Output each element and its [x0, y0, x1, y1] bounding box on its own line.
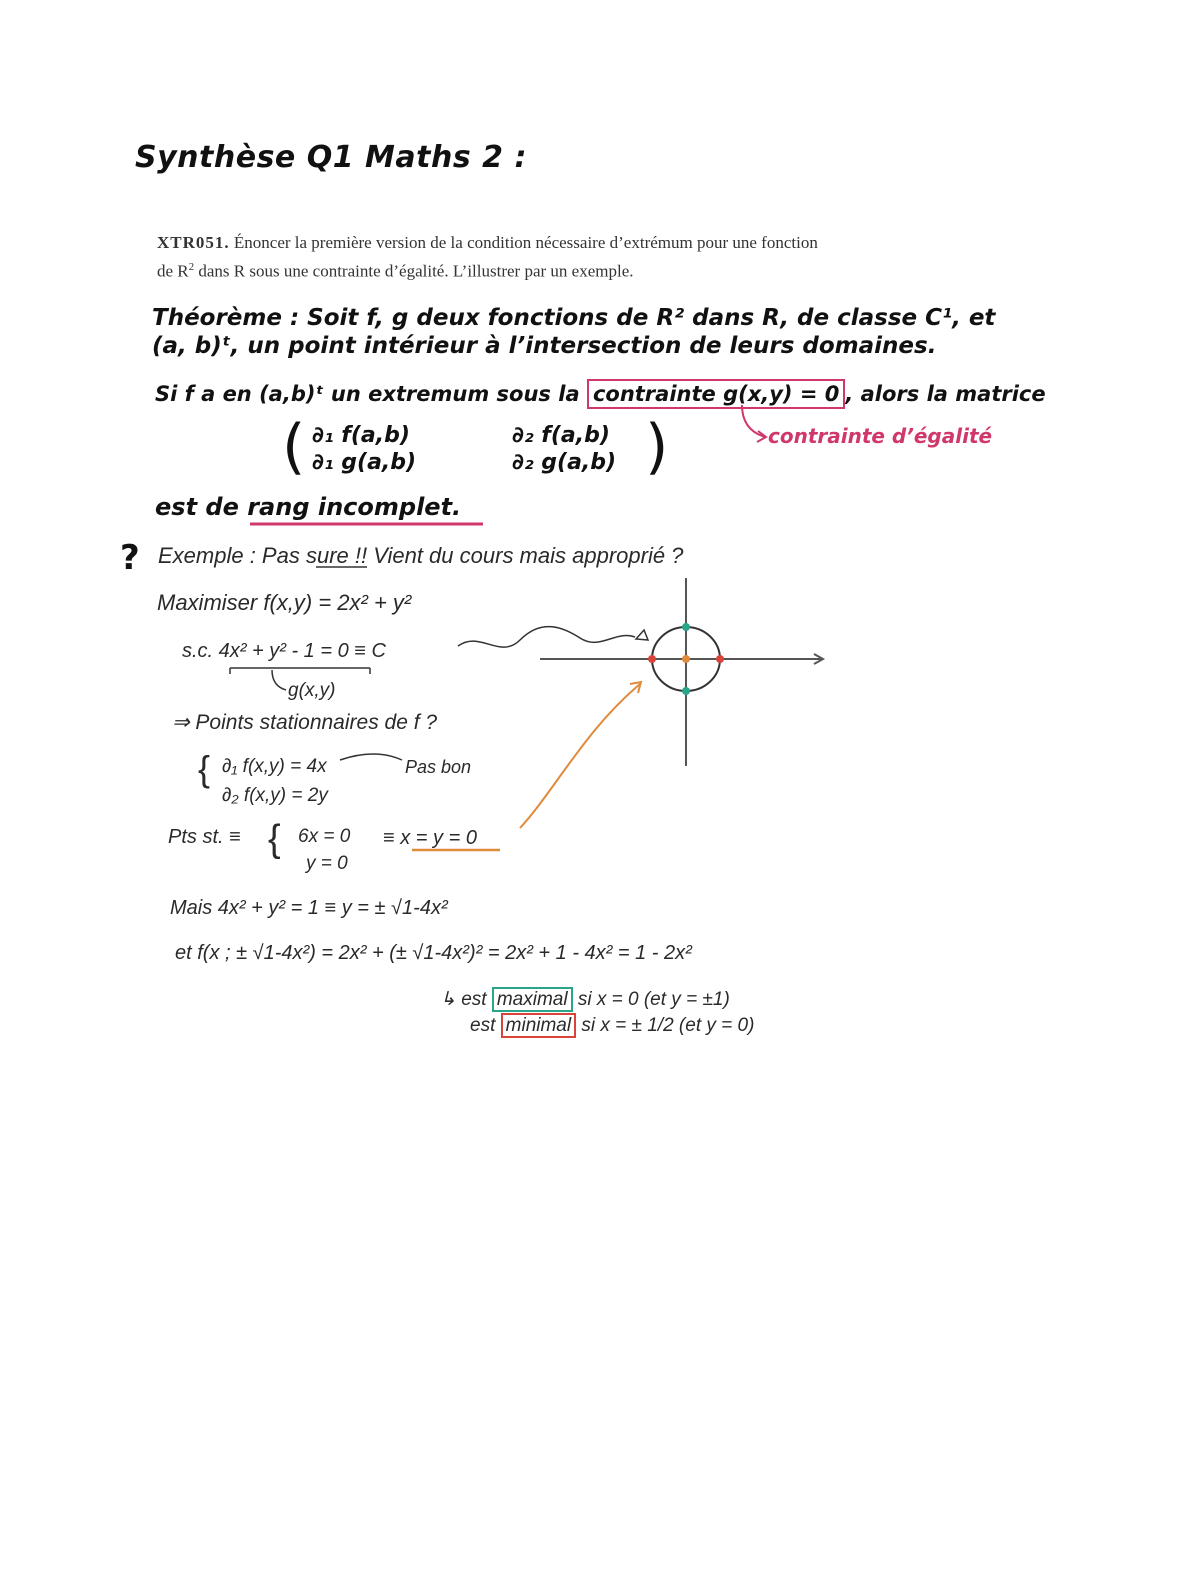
constraint-boxed: contrainte g(x,y) = 0 [587, 379, 845, 409]
annotation-arrow [742, 405, 765, 437]
partial-1: ∂₁ f(x,y) = 4x [222, 756, 327, 777]
theorem-line-3-suffix: , alors la matrice [845, 382, 1046, 406]
minimal-word: minimal [501, 1013, 576, 1038]
example-maximize: Maximiser f(x,y) = 2x² + y² [157, 590, 412, 615]
stationary-heading: ⇒ Points stationnaires de f ? [172, 711, 438, 734]
pts-st-label: Pts st. ≡ [168, 826, 241, 848]
pts-brace: { [268, 818, 281, 860]
maximal-word: maximal [492, 987, 573, 1012]
theorem-line-2: (a, b)ᵗ, un point intérieur à l’intersection de leurs domaines. [152, 333, 937, 359]
left-point [648, 655, 656, 663]
orange-arrow [520, 684, 640, 828]
matrix-r2c2: ∂₂ g(a,b) [512, 450, 617, 475]
maximal-prefix: ↳ est [440, 989, 487, 1010]
matrix-right-paren: ) [645, 412, 669, 482]
exercise-line-2-rest: dans R sous une contrainte d’égalité. L’illustrer par un exemple. [194, 261, 634, 281]
minimal-rest: si x = ± 1/2 (et y = 0) [581, 1015, 755, 1036]
matrix-r1c1: ∂₁ f(a,b) [312, 423, 410, 448]
right-point [716, 655, 724, 663]
example-constraint: s.c. 4x² + y² - 1 = 0 ≡ C [182, 640, 386, 662]
theorem-conclusion: est de rang incomplet. [155, 493, 462, 521]
et-line: et f(x ; ± √1-4x²) = 2x² + (± √1-4x²)² = 2x² + 1 - 4x² = 1 - 2x² [175, 942, 692, 964]
pts-result: ≡ x = y = 0 [383, 827, 477, 849]
g-bracket [230, 668, 370, 690]
mais-line: Mais 4x² + y² = 1 ≡ y = ± √1-4x² [170, 897, 448, 919]
matrix-left-paren: ( [282, 412, 306, 482]
exercise-line-2-prefix: de R [157, 261, 189, 281]
theorem-line-1: Théorème : Soit f, g deux fonctions de R² dans R, de classe C¹, et [152, 305, 996, 331]
exercise-code: XTR051. [157, 233, 230, 252]
top-point [682, 623, 690, 631]
maximal-rest: si x = 0 (et y = ±1) [577, 989, 730, 1010]
g-label: g(x,y) [288, 680, 336, 701]
uncertain-mark: ? [120, 538, 140, 578]
bottom-point [682, 687, 690, 695]
wavy-arrowhead [636, 630, 648, 640]
matrix-r1c2: ∂₂ f(a,b) [512, 423, 610, 448]
pas-bon-arrow [340, 754, 402, 760]
equality-constraint-annotation: contrainte d’égalité [768, 424, 993, 448]
minimal-prefix: est [470, 1015, 496, 1036]
system-brace: { [198, 748, 211, 789]
exercise-line-2-sup: 2 [188, 261, 195, 273]
page-title: Synthèse Q1 Maths 2 : [135, 140, 527, 175]
wavy-arrow [458, 627, 635, 648]
pts-eq-2: y = 0 [306, 853, 348, 874]
exercise-line-1: Énoncer la première version de la condition nécessaire d’extrémum pour une fonction [233, 233, 818, 252]
origin-point [682, 655, 690, 663]
theorem-line-3-prefix: Si f a en (a,b)ᵗ un extremum sous la [155, 382, 580, 406]
pts-eq-1: 6x = 0 [298, 826, 351, 847]
pas-bon-note: Pas bon [405, 757, 472, 777]
example-heading: Exemple : Pas sure !! Vient du cours mais approprié ? [158, 543, 684, 568]
partial-2: ∂₂ f(x,y) = 2y [222, 785, 328, 806]
matrix-r2c1: ∂₁ g(a,b) [312, 450, 417, 475]
